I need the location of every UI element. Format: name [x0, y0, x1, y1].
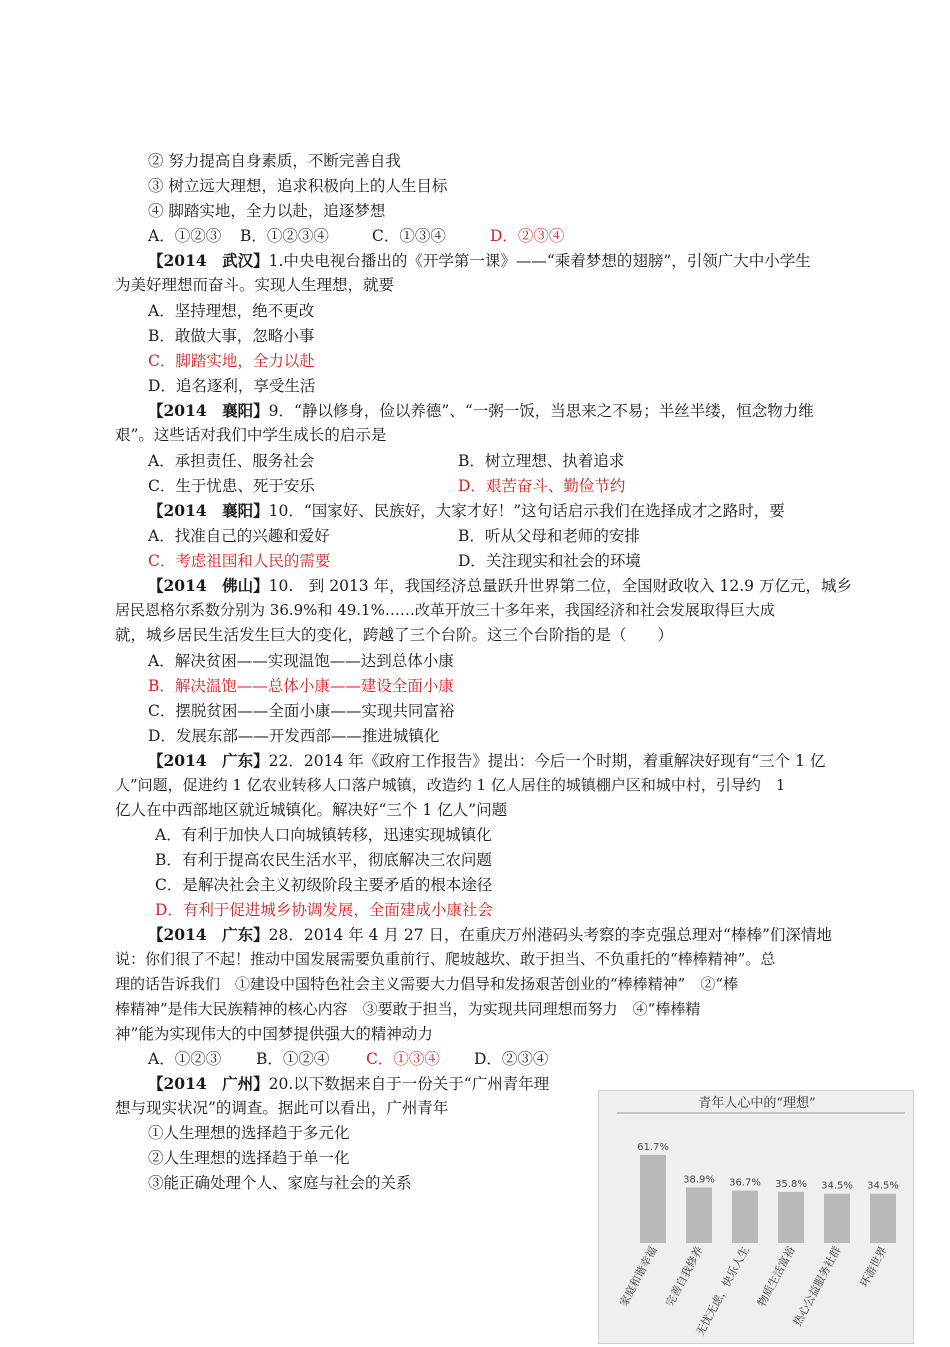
- question-source-tag: 【2014 襄阳】: [148, 501, 269, 520]
- choice-c: C．是解决社会主义初级阶段主要矛盾的根本途径: [155, 876, 493, 894]
- choice-d: D．追名逐利，享受生活: [148, 377, 316, 395]
- question-guangzhou: [148, 1073, 549, 1095]
- choice-d: D．②③④: [474, 1050, 549, 1068]
- bar-4: [778, 1192, 804, 1243]
- question-text-cont: 艰”。这些话对我们中学生成长的启示是: [115, 426, 387, 444]
- bar-value-label: 38.9%: [683, 1174, 715, 1186]
- choice-d-answer: D．②③④: [490, 227, 565, 245]
- answer-choices-row: [148, 225, 564, 247]
- statement-3: ③能正确处理个人、家庭与社会的关系: [148, 1174, 412, 1192]
- choice-c-answer: C．考虑祖国和人民的需要: [148, 552, 331, 570]
- bar-5: [824, 1194, 850, 1243]
- bar-value-label: 36.7%: [729, 1177, 761, 1189]
- question-text-cont: 想与现实状况”的调查。据此可以看出，广州青年: [115, 1099, 449, 1117]
- question-text-cont: 为美好理想而奋斗。实现人生理想，就要: [115, 276, 395, 294]
- choice-d-answer: D．艰苦奋斗、勤俭节约: [458, 477, 626, 495]
- choice-c: C．①③④: [372, 227, 446, 245]
- choice-c: C．生于忧患、死于安乐: [148, 477, 315, 495]
- question-text-cont: 说：你们很了不起！推动中国发展需要负重前行、爬坡越坎、敢于担当、不负重托的“棒棒精神”。总: [115, 950, 776, 968]
- question-source-tag: 【2014 武汉】: [148, 251, 269, 270]
- statement-2: ②人生理想的选择趋于单一化: [148, 1149, 350, 1167]
- question-foshan: [148, 575, 852, 597]
- option-line-4: ④ 脚踏实地，全力以赴，追逐梦想: [148, 202, 386, 220]
- choice-a: A．找准自己的兴趣和爱好: [148, 527, 330, 545]
- category-label: 环游世界: [857, 1244, 890, 1290]
- category-label: 家庭和谐幸福: [617, 1244, 660, 1309]
- choice-b-answer: B．解决温饱——总体小康——建设全面小康: [148, 677, 454, 695]
- choice-d-answer: D．有利于促进城乡协调发展，全面建成小康社会: [155, 901, 493, 919]
- question-source-tag: 【2014 襄阳】: [148, 401, 269, 420]
- choice-a: A．①②③: [148, 227, 222, 245]
- question-source-tag: 【2014 广东】: [148, 751, 269, 770]
- answer-choices-row: [148, 1048, 548, 1070]
- choice-a: A．解决贫困——实现温饱——达到总体小康: [148, 652, 454, 670]
- question-text-cont: 理的话告诉我们 ①建设中国特色社会主义需要大力倡导和发扬艰苦创业的“棒棒精神” ②“棒: [115, 975, 739, 993]
- choice-c-answer: C．脚踏实地，全力以赴: [148, 352, 315, 370]
- question-text-cont: 神”能为实现伟大的中国梦提供强大的精神动力: [115, 1025, 433, 1043]
- choice-b: B．听从父母和老师的安排: [458, 527, 640, 545]
- question-guangdong-28: [148, 924, 832, 946]
- bar-value-label: 34.5%: [821, 1180, 853, 1192]
- question-text: 1.中央电视台播出的《开学第一课》——“乘着梦想的翅膀”，引领广大中小学生: [268, 252, 811, 270]
- question-text-cont: 居民恩格尔系数分别为 36.9%和 49.1%……改革开放三十多年来，我国经济和社会发展取得巨大成: [115, 601, 775, 619]
- category-label: 无忧无虑，快乐人生: [693, 1244, 752, 1338]
- category-label: 热心公益服务社群: [790, 1244, 844, 1329]
- category-label: 物质生活富裕: [755, 1244, 798, 1309]
- choice-d: D．关注现实和社会的环境: [458, 552, 641, 570]
- question-text: 20.以下数据来自于一份关于“广州青年理: [268, 1075, 550, 1093]
- question-xiangyang-9: [148, 400, 814, 422]
- choice-c-answer: C．①③④: [366, 1050, 440, 1068]
- bar-value-label: 61.7%: [637, 1141, 669, 1153]
- question-text: 10. 到 2013 年，我国经济总量跃升世界第二位，全国财政收入 12.9 万亿元，城乡: [268, 577, 852, 595]
- question-source-tag: 【2014 广州】: [148, 1074, 269, 1093]
- choice-b: B．敢做大事，忽略小事: [148, 327, 315, 345]
- statement-1: ①人生理想的选择趋于多元化: [148, 1124, 350, 1142]
- choice-a: A．有利于加快人口向城镇转移，迅速实现城镇化: [155, 826, 492, 844]
- question-text-cont: 就，城乡居民生活发生巨大的变化，跨越了三个台阶。这三个台阶指的是（ ）: [115, 626, 674, 644]
- question-source-tag: 【2014 广东】: [148, 925, 269, 944]
- category-label: 完善自我修养: [663, 1244, 706, 1309]
- bar-1: [640, 1155, 666, 1243]
- choice-b: B．①②③④: [240, 227, 329, 245]
- choice-a: A．坚持理想，绝不更改: [148, 302, 315, 320]
- chart-svg: [599, 1091, 913, 1343]
- bar-value-label: 35.8%: [775, 1178, 807, 1190]
- question-text: 9．“静以修身，俭以养德”、“一粥一饭，当思来之不易；半丝半缕，恒念物力维: [268, 402, 814, 420]
- choice-c: C．摆脱贫困——全面小康——实现共同富裕: [148, 702, 455, 720]
- choice-a: A．①②③: [148, 1050, 222, 1068]
- option-line-3: ③ 树立远大理想，追求积极向上的人生目标: [148, 177, 448, 195]
- question-text: 22．2014 年《政府工作报告》提出：今后一个时期，着重解决好现有“三个 1 亿: [268, 752, 826, 770]
- choice-b: B．树立理想、执着追求: [458, 452, 625, 470]
- choice-b: B．有利于提高农民生活水平，彻底解决三农问题: [155, 851, 492, 869]
- option-line-2: ② 努力提高自身素质，不断完善自我: [148, 152, 401, 170]
- question-wuhan: [148, 250, 811, 272]
- question-text: 10．“国家好、民族好，大家才好！”这句话启示我们在选择成才之路时，要: [268, 502, 785, 520]
- bar-2: [686, 1187, 712, 1243]
- choice-a: A．承担责任、服务社会: [148, 452, 315, 470]
- question-text: 28．2014 年 4 月 27 日，在重庆万州港码头考察的李克强总理对“棒棒”们深情地: [268, 926, 832, 944]
- bar-6: [870, 1194, 896, 1243]
- question-text-cont: 亿人在中西部地区就近城镇化。解决好“三个 1 亿人”问题: [115, 801, 508, 819]
- question-xiangyang-10: [148, 500, 785, 522]
- bar-3: [732, 1191, 758, 1243]
- question-text-cont: 棒精神”是伟大民族精神的核心内容 ③要敢于担当，为实现共同理想而努力 ④“棒棒精: [115, 1000, 701, 1018]
- choice-b: B．①②④: [256, 1050, 330, 1068]
- bar-value-label: 34.5%: [867, 1180, 899, 1192]
- question-text-cont: 人”问题，促进约 1 亿农业转移人口落户城镇，改造约 1 亿人居住的城镇棚户区和城中村，引导约 1: [115, 776, 786, 794]
- question-source-tag: 【2014 佛山】: [148, 576, 269, 595]
- survey-bar-chart: [598, 1090, 914, 1344]
- choice-d: D．发展东部——开发西部——推进城镇化: [148, 727, 440, 745]
- chart-title: 青年人心中的“理想”: [698, 1096, 816, 1111]
- question-guangdong-22: [148, 750, 825, 772]
